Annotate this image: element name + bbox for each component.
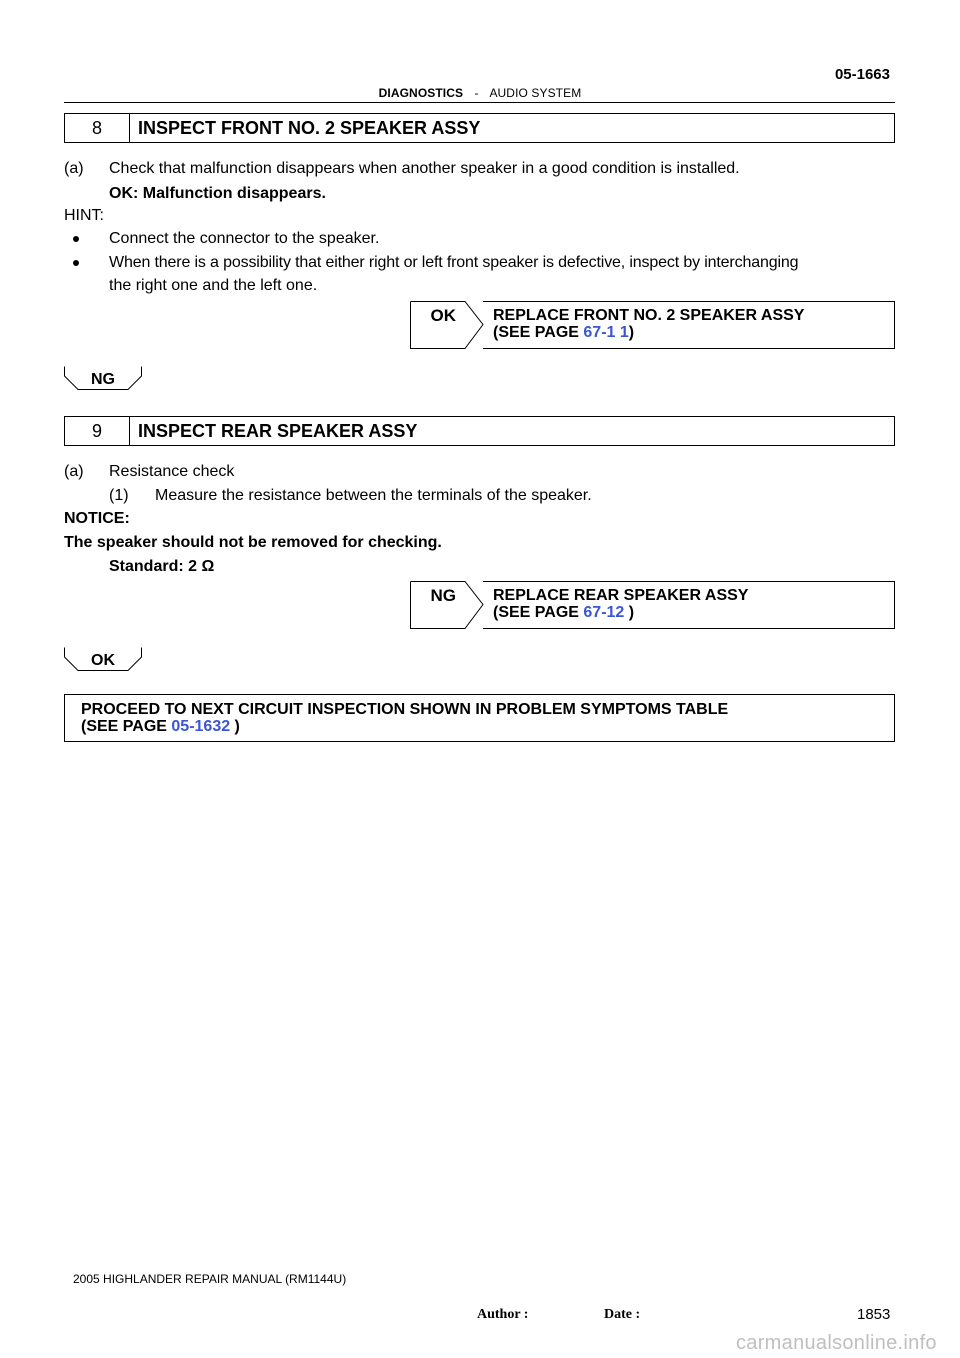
standard-value: Standard: 2 Ω [109, 558, 215, 575]
section-header [0, 86, 960, 100]
step-title: INSPECT REAR SPEAKER ASSY [138, 421, 418, 441]
step-number: 8 [65, 114, 130, 142]
date-label: Date : [604, 1307, 641, 1322]
hint-label: HINT: [64, 207, 104, 224]
notice-text: The speaker should not be removed for checking. [64, 534, 442, 551]
author-label: Author : [477, 1307, 529, 1322]
result-label: NG [430, 586, 456, 605]
step-9-box [64, 416, 895, 446]
next-label: OK [91, 652, 115, 669]
action-reference: (SEE PAGE 67-12 ) [493, 604, 635, 621]
page-number: 1853 [857, 1306, 891, 1323]
subsection-name: AUDIO SYSTEM [489, 86, 582, 100]
page-link[interactable]: 67-1 1 [583, 324, 629, 341]
watermark: carmanualsonline.info [736, 1332, 937, 1354]
header-separator: - [474, 86, 479, 100]
item-text: Resistance check [109, 463, 235, 480]
step-8-box [64, 113, 895, 143]
action-title: REPLACE FRONT NO. 2 SPEAKER ASSY [493, 307, 805, 324]
page-code: 05-1663 [834, 66, 890, 83]
hint-bullet-continued: the right one and the left one. [109, 277, 318, 294]
step-number: 9 [65, 417, 130, 445]
ok-criteria: OK: Malfunction disappears. [109, 185, 326, 202]
hint-bullet: Connect the connector to the speaker. [109, 230, 380, 247]
next-label: NG [91, 371, 115, 388]
item-label: (a) [64, 463, 84, 480]
notice-label: NOTICE: [64, 510, 130, 527]
item-label: (a) [64, 160, 84, 177]
action-title: REPLACE REAR SPEAKER ASSY [493, 587, 749, 604]
item-text: Check that malfunction disappears when another speaker in a good condition is installed. [109, 160, 740, 177]
manual-title: 2005 HIGHLANDER REPAIR MANUAL (RM1144U) [73, 1272, 347, 1286]
sub-item-text: Measure the resistance between the terminals of the speaker. [155, 487, 592, 504]
final-action-reference: (SEE PAGE 05-1632 ) [81, 718, 240, 735]
sub-item-label: (1) [109, 487, 129, 504]
action-reference: (SEE PAGE 67-1 1) [493, 324, 635, 341]
hint-bullet: When there is a possibility that either right or left front speaker is defective, inspect by interchanging [109, 254, 799, 271]
action-text [493, 587, 748, 621]
bullet-dot-icon [73, 260, 79, 266]
final-action-text [81, 701, 728, 735]
step-title: INSPECT FRONT NO. 2 SPEAKER ASSY [138, 118, 481, 138]
bullet-dot-icon [73, 236, 79, 242]
section-name: DIAGNOSTICS [378, 86, 464, 100]
page-link[interactable]: 05-1632 [171, 718, 231, 735]
action-text [493, 307, 804, 341]
header-rule [64, 102, 895, 103]
final-action-title: PROCEED TO NEXT CIRCUIT INSPECTION SHOWN IN PROBLEM SYMPTOMS TABLE [81, 701, 729, 718]
result-label: OK [430, 306, 456, 325]
page-link[interactable]: 67-12 [583, 604, 625, 621]
